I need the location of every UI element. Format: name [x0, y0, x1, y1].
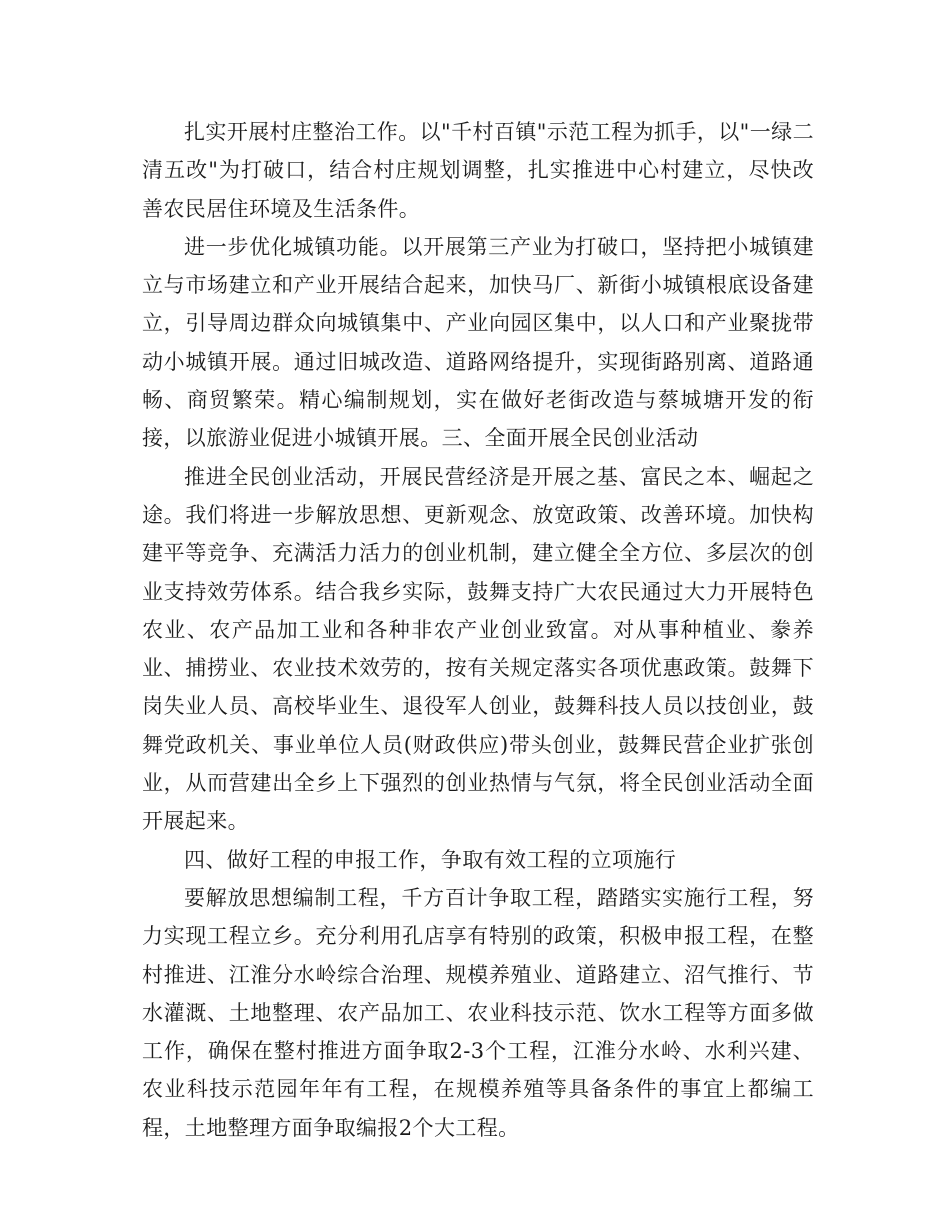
paragraph-entrepreneurship: 推进全民创业活动，开展民营经济是开展之基、富民之本、崛起之途。我们将进一步解放思想、更新观念、放宽政策、改善环境。加快构建平等竞争、充满活力活力的创业机制，建立健全全方位、多层次的创业支持效劳体系。结合我乡实际，鼓舞支持广大农民通过大力开展特色农业、农产品加工业和各种非农产业创业致富。对从事种植业、豢养业、捕捞业、农业技术效劳的，按有关规定落实各项优惠政策。鼓舞下岗失业人员、高校毕业生、退役军人创业，鼓舞科技人员以技创业，鼓舞党政机关、事业单位人员(财政供应)带头创业，鼓舞民营企业扩张创业，从而营建出全乡上下强烈的创业热情与气氛，将全民创业活动全面开展起来。	[142, 464, 814, 834]
paragraph-project-application: 要解放思想编制工程，千方百计争取工程，踏踏实实施行工程，努力实现工程立乡。充分利用孔店享有特别的政策，积极申报工程，在整村推进、江淮分水岭综合治理、规模养殖业、道路建立、沼气推行、节水灌溉、土地整理、农产品加工、农业科技示范、饮水工程等方面多做工作，确保在整村推进方面争取2-3个工程，江淮分水岭、水利兴建、农业科技示范园年年有工程，在规模养殖等具备条件的事宜上都编工程，土地整理方面争取编报2个大工程。	[142, 885, 814, 1140]
paragraph-village-renovation: 扎实开展村庄整治工作。以"千村百镇"示范工程为抓手，以"一绿二清五改"为打破口，结合村庄规划调整，扎实推进中心村建立，尽快改善农民居住环境及生活条件。	[142, 120, 814, 221]
document-body	[142, 113, 814, 1147]
paragraph-town-function: 进一步优化城镇功能。以开展第三产业为打破口，坚持把小城镇建立与市场建立和产业开展结合起来，加快马厂、新街小城镇根底设备建立，引导周边群众向城镇集中、产业向园区集中，以人口和产业聚拢带动小城镇开展。通过旧城改造、道路网络提升，实现街路别离、道路通畅、商贸繁荣。精心编制规划，实在做好老街改造与蔡城塘开发的衔接，以旅游业促进小城镇开展。三、全面开展全民创业活动	[142, 234, 814, 451]
section-heading-project-application: 四、做好工程的申报工作，争取有效工程的立项施行	[184, 847, 677, 872]
